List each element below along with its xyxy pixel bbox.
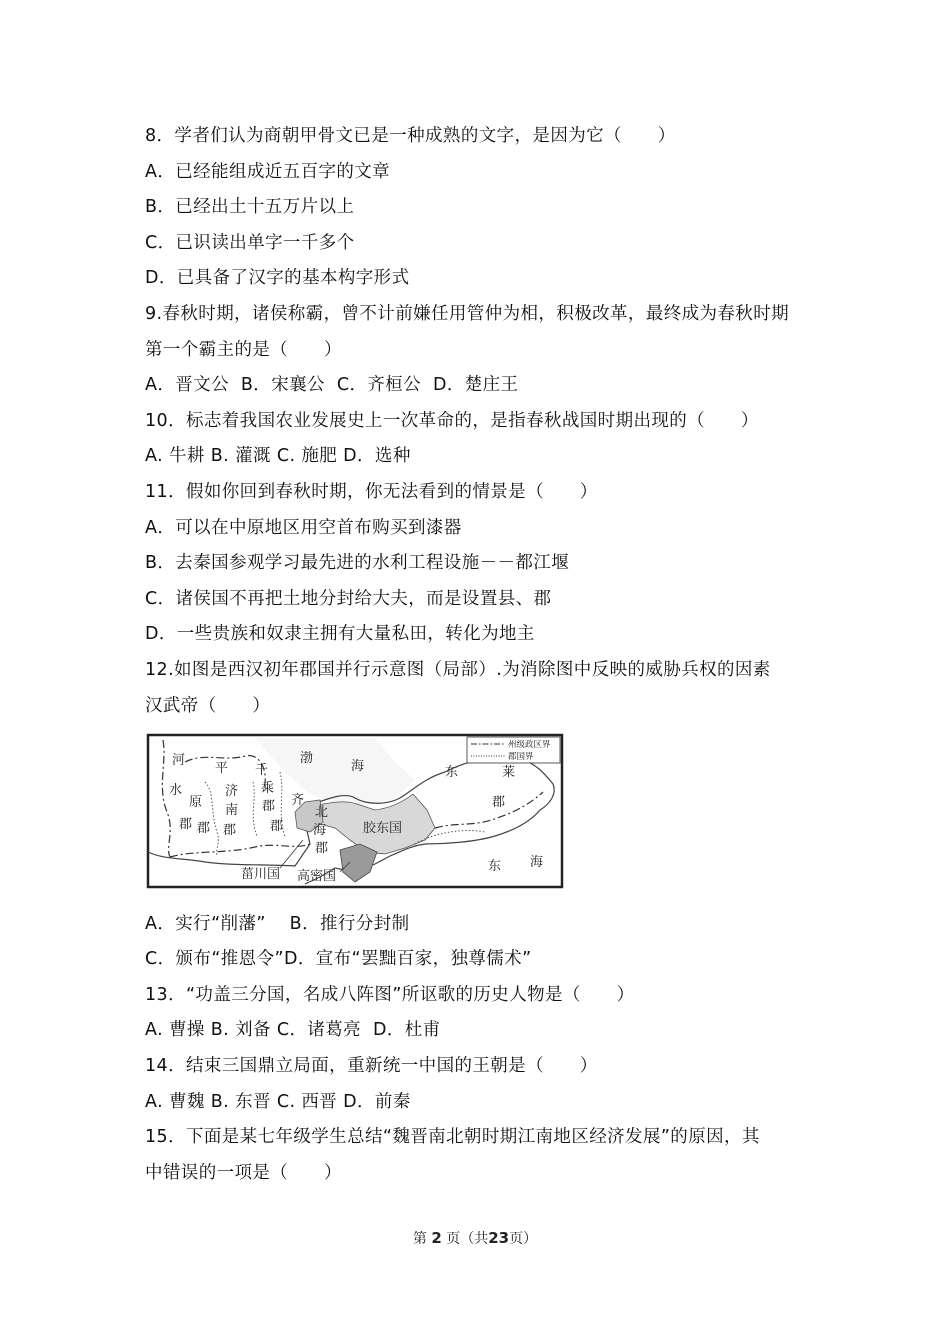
map-label: 郡 (197, 821, 211, 836)
map-label: 郡 (179, 817, 193, 832)
map-label: 济 (225, 784, 239, 799)
map-label: 高密国 (297, 869, 337, 884)
map-label: 胶东国 (363, 821, 403, 836)
q14-stem: 14．结束三国鼎立局面，重新统一中国的王朝是（ ） (145, 1056, 598, 1076)
footer-middle: 页（共 (446, 1231, 489, 1247)
q13-stem: 13．“功盖三分国，名成八阵图”所讴歌的历史人物是（ ） (145, 985, 635, 1005)
map-label: 原 (189, 795, 203, 810)
footer-page-number: 2 (431, 1229, 442, 1247)
q9-stem-line1: 9.春秋时期，诸侯称霸，曾不计前嫌任用管仲为相，积极改革，最终成为春秋时期 (145, 304, 789, 324)
map-label: 东 (445, 765, 459, 780)
map-label: 河 (172, 753, 186, 768)
legend-commandery-label: 郡国界 (508, 752, 534, 762)
map-label: 海 (313, 823, 327, 838)
footer-suffix: 页） (509, 1231, 538, 1247)
western-han-map (145, 732, 565, 890)
map-label: 海 (351, 759, 365, 774)
map-label: 北 (315, 805, 329, 820)
footer-prefix: 第 (412, 1231, 427, 1247)
q12-options-line1: A．实行“削藩” B．推行分封制 (145, 914, 410, 934)
q11-option-b: B．去秦国参观学习最先进的水利工程设施－－都江堰 (145, 553, 570, 573)
page-footer (0, 1228, 950, 1248)
q12-options-line2: C．颁布“推恩令”D．宣布“罢黜百家，独尊儒术” (145, 949, 532, 969)
map-label: 平 (215, 761, 229, 776)
map-label: 莱 (502, 765, 516, 780)
q15-stem-line2: 中错误的一项是（ ） (145, 1163, 342, 1183)
q10-stem: 10．标志着我国农业发展史上一次革命的，是指春秋战国时期出现的（ ） (145, 411, 759, 431)
q11-option-d: D．一些贵族和奴隶主拥有大量私田，转化为地主 (145, 624, 535, 644)
map-label: 郡 (315, 841, 329, 856)
map-label: 乘 (261, 781, 275, 796)
map-label: 南 (225, 803, 239, 818)
map-label: 郡 (262, 799, 276, 814)
q10-options: A. 牛耕 B. 灌溉 C. 施肥 D．选种 (145, 446, 411, 466)
q9-options: A．晋文公 B．宋襄公 C．齐桓公 D．楚庄王 (145, 375, 519, 395)
q13-options: A. 曹操 B. 刘备 C．诸葛亮 D．杜甫 (145, 1020, 441, 1040)
q11-option-a: A．可以在中原地区用空首布购买到漆器 (145, 518, 462, 538)
q12-stem-line1: 12.如图是西汉初年郡国并行示意图（局部）.为消除图中反映的威胁兵权的因素 (145, 660, 771, 680)
map-label: 海 (530, 855, 544, 870)
map-label: 齐 (291, 793, 305, 808)
q11-option-c: C．诸侯国不再把土地分封给大夫，而是设置县、郡 (145, 589, 552, 609)
map-label: 水 (169, 783, 183, 798)
q8-option-a: A．已经能组成近五百字的文章 (145, 162, 391, 182)
q8-option-d: D．已具备了汉字的基本构字形式 (145, 268, 410, 288)
q12-stem-line2: 汉武帝（ ） (145, 696, 271, 716)
legend-state-label: 州级政区界 (508, 740, 551, 750)
q11-stem: 11．假如你回到春秋时期，你无法看到的情景是（ ） (145, 482, 598, 502)
q8-option-b: B．已经出土十五万片以上 (145, 197, 355, 217)
map-label: 东 (488, 859, 502, 874)
map-label: 郡 (270, 819, 284, 834)
map-label: 郡 (492, 795, 506, 810)
q15-stem-line1: 15．下面是某七年级学生总结“魏晋南北朝时期江南地区经济发展”的原因，其 (145, 1127, 760, 1147)
footer-total-pages: 23 (488, 1229, 510, 1247)
map-label: 渤 (300, 751, 314, 766)
q9-stem-line2: 第一个霸主的是（ ） (145, 340, 342, 360)
map-label: 千 (255, 763, 269, 778)
map-label: 郡 (223, 823, 237, 838)
q14-options: A. 曹魏 B. 东晋 C. 西晋 D．前秦 (145, 1092, 411, 1112)
q8-option-c: C．已识读出单字一千多个 (145, 233, 355, 253)
q8-stem: 8．学者们认为商朝甲骨文已是一种成熟的文字，是因为它（ ） (145, 126, 676, 146)
map-label: 菑川国 (241, 867, 281, 882)
